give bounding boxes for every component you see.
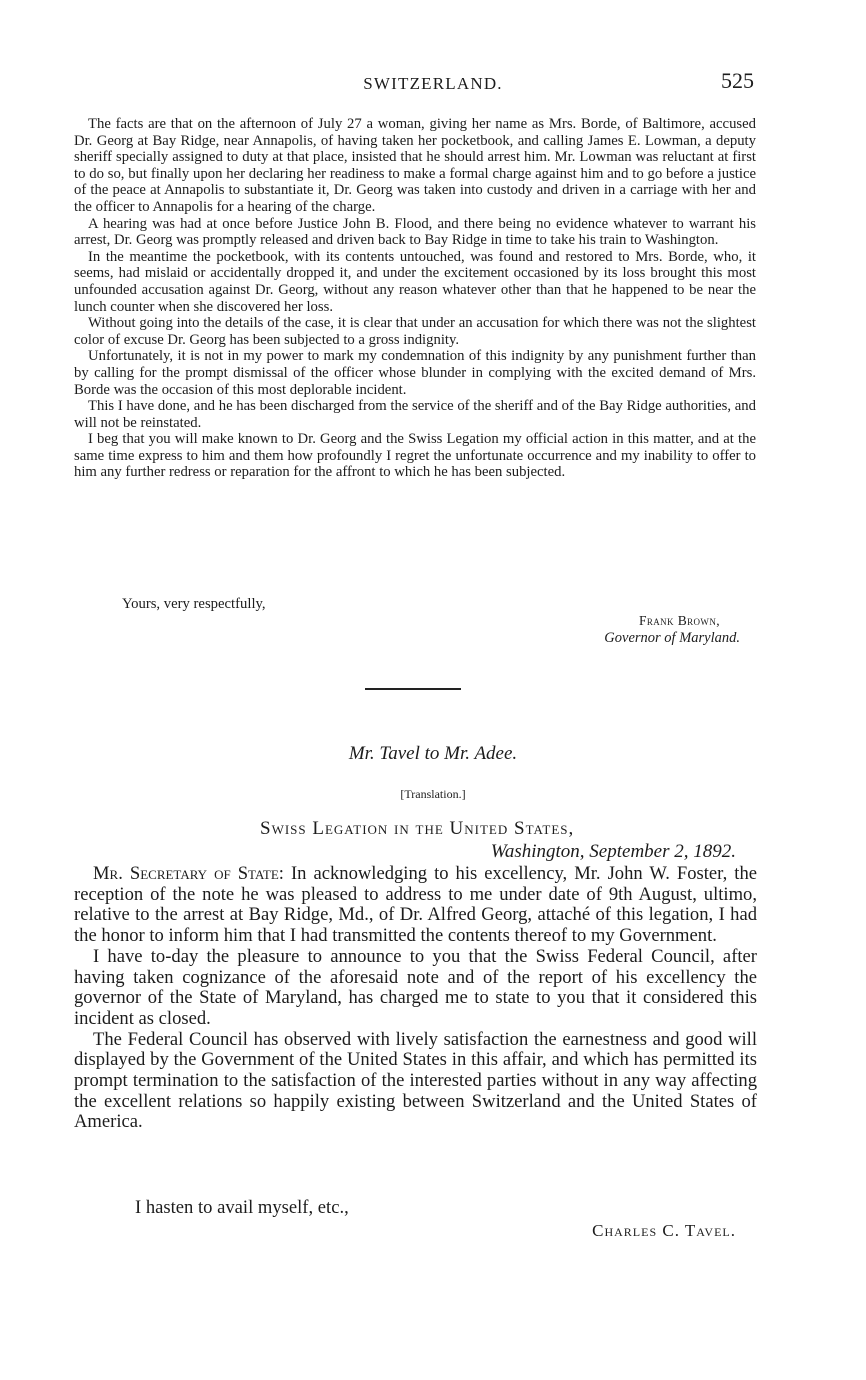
paragraph: The Federal Council has observed with lively satisfaction the earnestness and good will displayed by the Government of the United States in this affair, and which has permitted its prompt termination to the satisfaction of the interested parties without in any way affecting the excellent relations so happily existing between Switzerland and the United States of America. [74, 1028, 757, 1133]
salutation: Mr. Secretary of State: [93, 863, 284, 884]
governor-letter-body [74, 116, 756, 481]
paragraph: I beg that you will make known to Dr. Georg and the Swiss Legation my official action in this matter, and at the same time express to him and them how profoundly I regret the unfortunate occurrence and my inability to offer to him any further redress or reparation for the affront to which he has been subjected. [74, 431, 756, 481]
letter-closing: Yours, very respectfully, [122, 596, 266, 612]
signature-name: Frank Brown, [638, 613, 720, 628]
section-divider [365, 688, 461, 690]
page-header [0, 66, 866, 98]
dateline-place: Swiss Legation in the United States, [260, 818, 575, 839]
letter-closing: I hasten to avail myself, etc., [135, 1197, 349, 1218]
paragraph: In the meantime the pocketbook, with its contents untouched, was found and restored to Mrs. Borde, who, it seems, had mislaid or accidentally dropped it, and under the excitement occasioned by its loss brought this most unfounded accusation against Dr. Georg, without any reason whatever other than that he happened to be near the lunch counter when she discovered her loss. [74, 248, 756, 315]
paragraph: Without going into the details of the case, it is clear that under an accusation for which there was not the slightest color of excuse Dr. Georg has been subjected to a gross indignity. [74, 315, 756, 348]
paragraph: I have to-day the pleasure to announce to you that the Swiss Federal Council, after having taken cognizance of the aforesaid note and of the report of his excellency the governor of the State of Maryland, has charged me to state to you that it considered this incident as closed. [74, 945, 757, 1029]
paragraph [74, 864, 757, 947]
paragraph: This I have done, and he has been discharged from the service of the sheriff and of the Bay Ridge authorities, and will not be reinstated. [74, 398, 756, 431]
paragraph: Unfortunately, it is not in my power to mark my condemnation of this indignity by any punishment further than by calling for the prompt dismissal of the officer whose blunder in complying with the excited demand of Mrs. Borde was the occasion of this most deplorable incident. [74, 348, 756, 398]
signature-name: Charles C. Tavel. [592, 1221, 736, 1240]
document-title: Mr. Tavel to Mr. Adee. [348, 743, 518, 764]
dateline-date: Washington, September 2, 1892. [490, 841, 736, 862]
paragraph-text: In acknowledging to his excellency, Mr. John W. Foster, the reception of the note he was pleased to address to me under date of 9th August, ultimo, relative to the arrest at Bay Ridge, Md., of Dr. Alfred Georg, attaché of this legation, I had the honor to inform him that I had transmitted the contents thereof to my Government. [74, 863, 757, 947]
page-number: 525 [721, 68, 754, 93]
paragraph: A hearing was had at once before Justice John B. Flood, and there being no evidence whatever to warrant his arrest, Dr. Georg was promptly released and driven back to Bay Ridge in time to take his train to Washington. [74, 215, 756, 249]
translation-note: [Translation.] [400, 787, 466, 801]
paragraph: The facts are that on the afternoon of July 27 a woman, giving her name as Mrs. Borde, of Baltimore, accused Dr. Georg at Bay Ridge, near Annapolis, of having taken her pocketbook, and calling James E. Lowman, a deputy sheriff specially assigned to duty at that place, insisted that he should arrest him. Mr. Lowman was reluctant at first to do so, but finally upon her declaring her readiness to make a formal charge against him and to go before a justice of the peace at Annapolis to substantiate it, Dr. Georg was taken into custody and driven in a carriage with her and the officer to Annapolis for a hearing of the charge. [74, 116, 756, 215]
signature-title: Governor of Maryland. [604, 630, 740, 646]
legation-letter-body [74, 864, 757, 1133]
running-head: SWITZERLAND. [363, 74, 503, 93]
